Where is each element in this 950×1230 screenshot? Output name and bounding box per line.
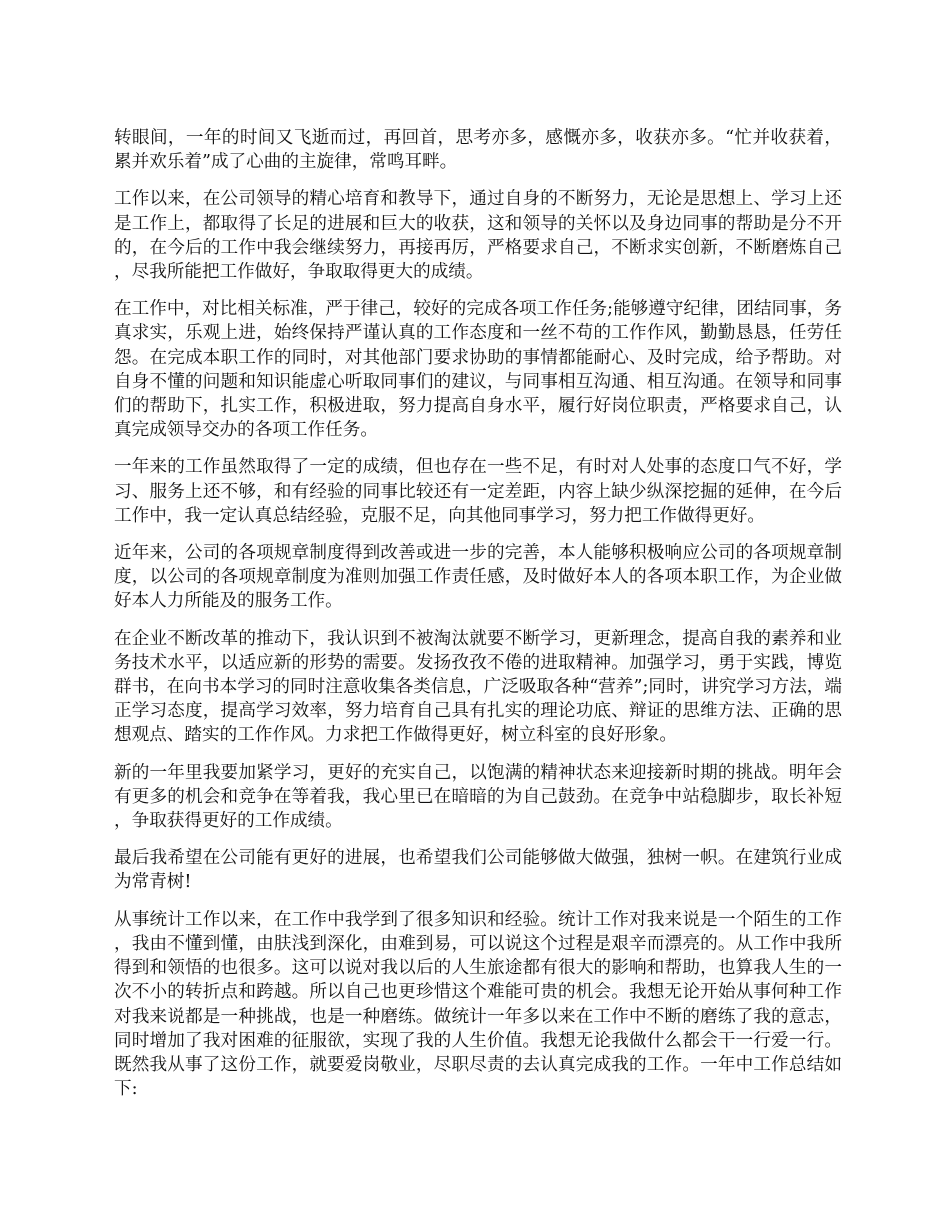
paragraph-6: 在企业不断改革的推动下，我认识到不被淘汰就要不断学习，更新理念，提高自我的素养和业务技术水平，以适应新的形势的需要。发扬孜孜不倦的进取精神。加强学习，勇于实践，博览群书，在向书本学习的同时注意收集各类信息，广泛吸取各种“营养”;同时，讲究学习方法，端正学习态度，提高学习效率，努力培育自己具有扎实的理论功底、辩证的思维方法、正确的思想观点、踏实的工作作风。力求把工作做得更好，树立科室的良好形象。	[114, 628, 842, 746]
paragraph-4: 一年来的工作虽然取得了一定的成绩，但也存在一些不足，有时对人处事的态度口气不好，学习、服务上还不够，和有经验的同事比较还有一定差距，内容上缺少纵深挖掘的延伸，在今后工作中，我一定认真总结经验，克服不足，向其他同事学习，努力把工作做得更好。	[114, 457, 842, 526]
document-page	[114, 126, 842, 1114]
paragraph-7: 新的一年里我要加紧学习，更好的充实自己，以饱满的精神状态来迎接新时期的挑战。明年会有更多的机会和竞争在等着我，我心里已在暗暗的为自己鼓劲。在竞争中站稳脚步，取长补短，争取获得更好的工作成绩。	[114, 762, 842, 832]
paragraph-2: 工作以来，在公司领导的精心培育和教导下，通过自身的不断努力，无论是思想上、学习上还是工作上，都取得了长足的进展和巨大的收获，这和领导的关怀以及身边同事的帮助是分不开的，在今后的工作中我会继续努力，再接再厉，严格要求自己，不断求实创新，不断磨炼自己，尽我所能把工作做好，争取取得更大的成绩。	[114, 189, 842, 283]
paragraph-3: 在工作中，对比相关标准，严于律己，较好的完成各项工作任务;能够遵守纪律，团结同事，务真求实，乐观上进，始终保持严谨认真的工作态度和一丝不苟的工作作风，勤勤恳恳，任劳任怨。在完成本职工作的同时，对其他部门要求协助的事情都能耐心、及时完成，给予帮助。对自身不懂的问题和知识能虚心听取同事们的建议，与同事相互沟通、相互沟通。在领导和同事们的帮助下，扎实工作，积极进取，努力提高自身水平，履行好岗位职责，严格要求自己，认真完成领导交办的各项工作任务。	[114, 299, 842, 441]
paragraph-5: 近年来，公司的各项规章制度得到改善或进一步的完善，本人能够积极响应公司的各项规章制度，以公司的各项规章制度为准则加强工作责任感，及时做好本人的各项本职工作，为企业做好本人力所能及的服务工作。	[114, 543, 842, 612]
paragraph-1: 转眼间，一年的时间又飞逝而过，再回首，思考亦多，感慨亦多，收获亦多。“忙并收获着，累并欢乐着”成了心曲的主旋律，常鸣耳畔。	[114, 128, 842, 173]
paragraph-8: 最后我希望在公司能有更好的进展，也希望我们公司能够做大做强，独树一帜。在建筑行业成为常青树!	[114, 848, 842, 893]
paragraph-9: 从事统计工作以来，在工作中我学到了很多知识和经验。统计工作对我来说是一个陌生的工作，我由不懂到懂，由肤浅到深化，由难到易，可以说这个过程是艰辛而漂亮的。从工作中我所得到和领悟的也很多。这可以说对我以后的人生旅途都有很大的影响和帮助，也算我人生的一次不小的转折点和跨越。所以自己也更珍惜这个难能可贵的机会。我想无论开始从事何种工作对我来说都是一种挑战，也是一种磨练。做统计一年多以来在工作中不断的磨练了我的意志，同时增加了我对困难的征服欲，实现了我的人生价值。我想无论我做什么都会干一行爱一行。既然我从事了这份工作，就要爱岗敬业，尽职尽责的去认真完成我的工作。一年中工作总结如下:	[114, 909, 842, 1100]
